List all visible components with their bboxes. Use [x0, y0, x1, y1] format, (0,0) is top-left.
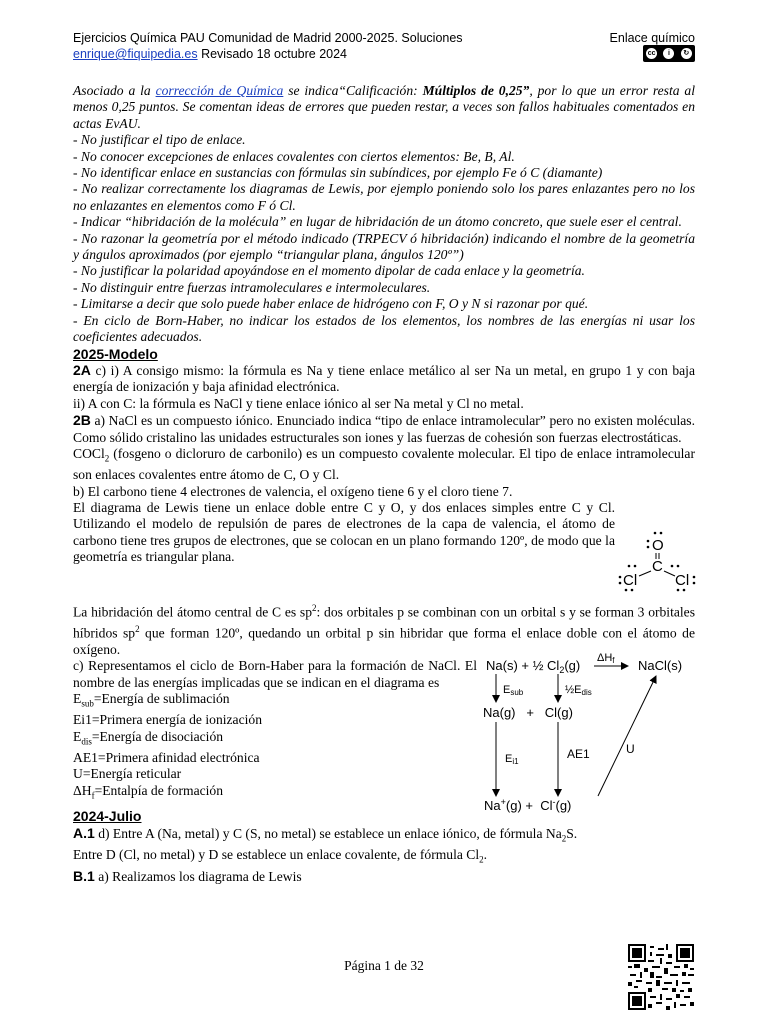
- hib-sup-1: 2: [312, 602, 317, 613]
- cl2-subscript: 2: [479, 854, 484, 865]
- error-item: - Limitarse a decir que solo puede haber enlace de hidrógeno con F, O y N si razonar por qué.: [73, 296, 589, 312]
- answer-a1: [73, 825, 695, 847]
- lewis-oxygen: O: [652, 537, 664, 554]
- qr-code-icon[interactable]: [628, 944, 694, 1010]
- page-number: Página 1 de 32: [344, 958, 424, 973]
- cocl2-subscript: 2: [104, 453, 110, 464]
- bh-ions: Na+(g) + Cl-(g): [484, 797, 572, 813]
- cocl2-text: (fosgeno o dicloruro de carbonilo) es un compuesto covalente molecular. El tipo de enlace intramolecular son enlaces covalentes entre átomo de C, O y Cl.: [73, 446, 695, 483]
- cocl2-formula: COCl: [73, 446, 105, 462]
- hib-text-c: que forman 120º, quedando un orbital p sin hibridar que forma el enlace doble con el átomo de oxígeno.: [73, 625, 696, 657]
- author-email-link[interactable]: enrique@fiquipedia.es: [73, 47, 198, 61]
- sa-icon: ↻: [681, 48, 692, 59]
- cc-license-badge[interactable]: [643, 45, 695, 62]
- energy-sub: dis: [81, 736, 92, 747]
- lewis-carbon: C: [652, 558, 663, 575]
- na2s-subscript: 2: [561, 833, 567, 844]
- answer-b1: [73, 868, 695, 885]
- bh-lattice-arrow: [598, 676, 656, 796]
- label-a1: A.1: [73, 824, 95, 841]
- bh-product: NaCl(s): [638, 658, 683, 673]
- correction-link[interactable]: corrección de Química: [155, 83, 284, 98]
- intro-bold: Múltiplos de 0,25”: [422, 83, 530, 98]
- bh-ae1-label: AE1: [567, 747, 590, 761]
- answer-2b-b: b) El carbono tiene 4 electrones de valencia, el oxígeno tiene 6 y el cloro tiene 7.: [73, 483, 513, 499]
- error-item: - No justificar la polaridad apoyándose en el momento dipolar de cada enlace y la geometría.: [73, 263, 585, 279]
- text-a1-2b: .: [483, 846, 488, 862]
- cocl2-lewis-diagram: [612, 528, 700, 592]
- error-item: - No realizar correctamente los diagramas de Lewis, por ejemplo poniendo solo los pares enlazantes pero no los no enlazantes en elementos como F ó Cl.: [73, 181, 695, 213]
- bh-gas-atoms: Na(g) + Cl(g): [483, 705, 573, 720]
- bh-esub-label: Esub: [503, 684, 524, 697]
- text-a1-a: d) Entre A (Na, metal) y C (S, no metal) se establece un enlace iónico, de fórmula Na: [94, 825, 562, 841]
- energy-symbol: E: [73, 728, 82, 744]
- answer-2a-cii: ii) A con C: la fórmula es NaCl y tiene enlace iónico al ser Na metal y Cl no metal.: [73, 395, 524, 411]
- error-item: - No conocer excepciones de enlaces covalentes con ciertos elementos: Be, B, Al.: [73, 148, 515, 164]
- intro-text-2: se indica“Calificación:: [283, 83, 423, 98]
- section-heading-2024: 2024-Julio: [73, 808, 142, 825]
- energy-desc: =Energía de sublimación: [93, 691, 230, 707]
- energy-desc: =Energía reticular: [82, 766, 182, 782]
- energy-desc: =Entalpía de formación: [94, 782, 224, 798]
- born-haber-cycle-diagram: [476, 650, 698, 815]
- bh-dhf-label: ΔHf: [597, 652, 615, 665]
- energy-desc: =Primera energía de ionización: [91, 712, 262, 728]
- cc-icon: cc: [647, 50, 656, 57]
- intro-text-1: Asociado a la: [73, 83, 156, 98]
- hib-sup-2: 2: [135, 623, 140, 634]
- error-item: - En ciclo de Born-Haber, no indicar los estados de los elementos, los nombres de las energías ni usar los coeficientes adecuados.: [73, 312, 695, 345]
- lewis-chlorine-left: Cl: [623, 572, 638, 589]
- section-heading-2025: 2025-Modelo: [73, 345, 158, 362]
- intro-text-3: , por lo que un error resta al menos 0,25 puntos. Se comentan ideas de errores que pueden restar, a veces son fallos habituales comentados en actas EvAU.: [73, 83, 695, 131]
- energy-symbol: Ei1: [73, 712, 92, 728]
- energy-desc: =Primera afinidad electrónica: [97, 749, 260, 765]
- bh-ei1-label: Ei1: [505, 753, 519, 766]
- energy-symbol: U: [73, 766, 83, 782]
- topic-label: Enlace químico: [609, 31, 695, 45]
- text-a1-b: S.: [566, 825, 578, 841]
- author-line: [73, 46, 695, 62]
- bh-edis-label: ½Edis: [565, 684, 592, 697]
- energy-desc: =Energía de disociación: [91, 728, 224, 744]
- energy-symbol: AE1: [73, 749, 98, 765]
- born-haber-intro: c) Representamos el ciclo de Born-Haber para la formación de NaCl. El nombre de las energías implicadas que se indican en el diagrama es: [73, 658, 477, 690]
- text-2b-a: a) NaCl es un compuesto iónico. Enunciado indica “tipo de enlace intramolecular” pero no existen moléculas. Como sólido cristalino las unidades estructurales son iones y las fuerzas de cohesión son fuerzas electrostáticas.: [73, 413, 695, 445]
- lewis-explanation: El diagrama de Lewis tiene un enlace doble entre C y O, y dos enlaces simples entre C y Cl. Utilizando el modelo de repulsión de pares de electrones de la capa de valencia, el átomo de carbono tiene tres grupos de electrones, que se colocan en un plano formando 120º, de modo que la geometría es triangular plana.: [73, 499, 615, 565]
- lewis-chlorine-right: Cl: [675, 572, 690, 589]
- error-item: - No identificar enlace en sustancias con fórmulas sin subíndices, por ejemplo Fe ó C (diamante): [73, 165, 603, 181]
- label-2b: 2B: [73, 412, 91, 429]
- label-2a: 2A: [73, 362, 91, 378]
- common-errors-list: [73, 132, 695, 345]
- answer-2b-a: [73, 412, 695, 446]
- revision-date: Revisado 18 octubre 2024: [197, 47, 348, 61]
- error-item: - No razonar la geometría por el método indicado (TRPECV ó hibridación) indicando el nombre de la geometría y ángulos aproximados (por ejemplo “triangular plana, ángulos 120º”): [73, 230, 695, 263]
- text-a1-2a: Entre D (Cl, no metal) y D se establece un enlace covalente, de fórmula Cl: [73, 846, 480, 862]
- error-item: - No distinguir entre fuerzas intramoleculares e intermoleculares.: [73, 279, 431, 295]
- error-item: - Indicar “hibridación de la molécula” en lugar de hibridación de un átomo concreto, que suele eser el central.: [73, 214, 682, 230]
- answer-a1-2: [73, 847, 695, 868]
- bh-reactants: Na(s) + ½ $Cl_2(g)$: [486, 658, 581, 675]
- by-icon: i: [663, 48, 674, 59]
- text-2a-ci: c) i) A consigo mismo: la fórmula es Na y tiene enlace metálico al ser Na un metal, en grupo 1 y con baja energía de ionización y baja afinidad electrónica.: [73, 363, 695, 395]
- text-b1: a) Realizamos los diagrama de Lewis: [94, 869, 302, 884]
- energy-symbol: E: [73, 691, 82, 707]
- bh-u-label: U: [626, 742, 635, 756]
- document-title: Ejercicios Química PAU Comunidad de Madrid 2000-2025. Soluciones: [73, 31, 463, 45]
- hib-text-b: : dos orbitales p se combinan con un orbital s y se forman 3 orbitales híbridos sp: [73, 604, 695, 641]
- intro-paragraph: [73, 83, 695, 132]
- hib-text-a: La hibridación del átomo central de C es sp: [73, 604, 313, 620]
- energy-sub: sub: [81, 698, 94, 709]
- error-item: - No justificar el tipo de enlace.: [73, 132, 246, 148]
- answer-cocl2: [73, 446, 695, 484]
- energy-symbol: ΔH: [73, 782, 92, 798]
- answer-2a-ci: [73, 362, 695, 396]
- energy-sub: f: [91, 790, 95, 801]
- label-b1: B.1: [73, 868, 95, 884]
- page-header: [73, 30, 695, 62]
